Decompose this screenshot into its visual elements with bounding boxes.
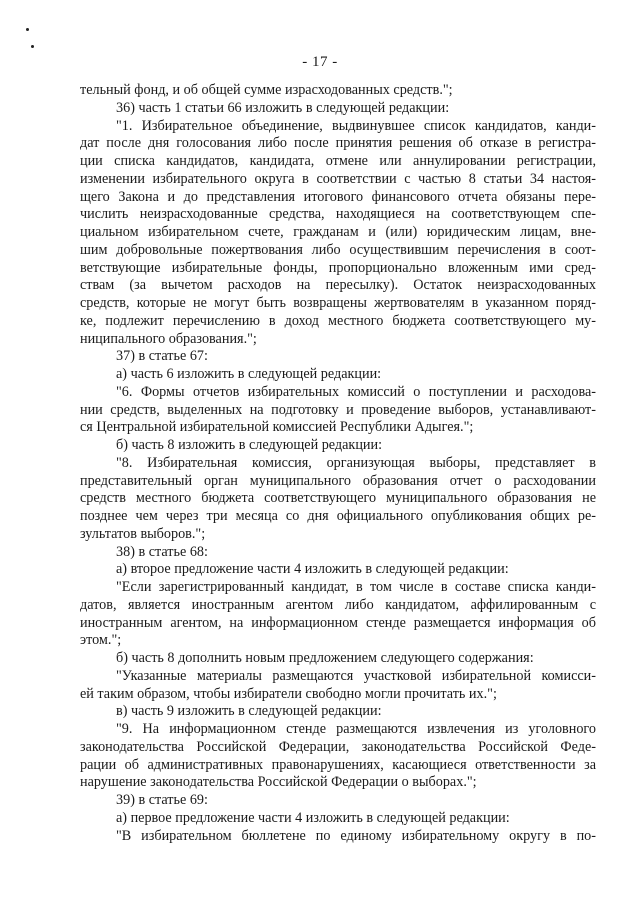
text-line: 39) в статье 69:: [116, 792, 208, 808]
text-line: а) первое предложение части 4 изложить в следующей редакции:: [116, 809, 510, 826]
text-line: ся Центральной избирательной комиссией Республики Адыгея.";: [80, 419, 474, 436]
text-line: средств местного бюджета соответствующего муниципального образования не: [80, 490, 596, 507]
text-line: в) часть 9 изложить в следующей редакции:: [116, 703, 382, 720]
text-line: "Указанные материалы размещаются участковой избирательной комисси-: [116, 667, 596, 684]
text-line: 36) часть 1 статьи 66 изложить в следующей редакции:: [116, 99, 450, 116]
text-line: дат после дня голосования либо после принятия решения об отказе в регистра-: [80, 135, 596, 152]
text-line: ции списка кандидатов, кандидата, отмене или аннулировании регистрации,: [80, 153, 596, 169]
text-line: ниципального образования.";: [80, 330, 257, 347]
text-line: законодательства Российской Федерации, законодательства Российской Феде-: [80, 738, 596, 755]
text-line: а) второе предложение части 4 изложить в следующей редакции:: [116, 561, 509, 578]
text-line: б) часть 8 дополнить новым предложением следующего содержания:: [116, 650, 534, 666]
text-line: нарушение законодательства Российской Федерации о выборах.";: [80, 774, 477, 791]
text-line: "В избирательном бюллетене по единому избирательному округу в по-: [116, 827, 596, 844]
text-line: 38) в статье 68:: [116, 543, 208, 560]
text-line: "6. Формы отчетов избирательных комиссий о поступлении и расходова-: [116, 383, 596, 400]
text-line: "9. На информационном стенде размещаются извлечения из уголовного: [116, 721, 596, 737]
text-line: позднее чем через три месяца со дня официального опубликования общих ре-: [80, 508, 596, 524]
text-line: 37) в статье 67:: [116, 348, 208, 365]
text-line: "1. Избирательное объединение, выдвинувшее список кандидатов, канди-: [116, 117, 596, 134]
text-line: щего Закона и до представления итогового финансового отчета обязаны пере-: [80, 188, 596, 205]
text-line: ветствующие избирательные фонды, пропорционально вложенным ими сред-: [80, 259, 596, 276]
text-line: иностранным агентом, на информационном стенде размещается информация об: [80, 614, 596, 631]
text-line: ке, подлежит перечислению в доход местного бюджета соответствующего му-: [80, 312, 596, 329]
text-line: зультатов выборов.";: [80, 525, 206, 542]
text-line: "Если зарегистрированный кандидат, в том числе в составе списка канди-: [116, 579, 596, 595]
scan-speck: [31, 45, 34, 48]
text-line: датов, является иностранным агентом либо кандидатом, аффилированным с: [80, 596, 596, 613]
page-number: - 17 -: [302, 54, 338, 70]
text-line: ствам (за вычетом расходов на пересылку). Остаток неизрасходованных: [80, 277, 596, 294]
text-line: шим добровольные пожертвования либо осуществившим перечисления в соот-: [80, 241, 596, 258]
text-line: средств, которые не могут быть возвращены жертвователям в указанном поряд-: [80, 295, 596, 311]
text-line: нии средств, выделенных на подготовку и проведение выборов, устанавливают-: [80, 401, 596, 418]
scan-speck: [26, 28, 29, 31]
text-line: "8. Избирательная комиссия, организующая выборы, представляет в: [116, 454, 596, 471]
text-line: циальном избирательном счете, гражданам и (или) юридическим лицам, вне-: [80, 224, 596, 240]
text-line: а) часть 6 изложить в следующей редакции:: [116, 366, 382, 382]
text-line: б) часть 8 изложить в следующей редакции:: [116, 437, 383, 453]
document-body: [80, 82, 596, 845]
text-line: ей таким образом, чтобы избиратели свободно могли прочитать их.";: [80, 685, 497, 702]
text-line: тельный фонд, и об общей сумме израсходованных средств.";: [80, 82, 453, 98]
text-line: числить неизрасходованные средства, находящиеся на соответствующем спе-: [80, 206, 596, 223]
text-line: изменении избирательного округа в соответствии с частью 8 статьи 34 настоя-: [80, 170, 596, 187]
text-line: представительный орган муниципального образования отчет о расходовании: [80, 472, 596, 489]
text-line: этом.";: [80, 632, 122, 649]
text-line: рации об административных правонарушениях, касающиеся ответственности за: [80, 756, 596, 773]
